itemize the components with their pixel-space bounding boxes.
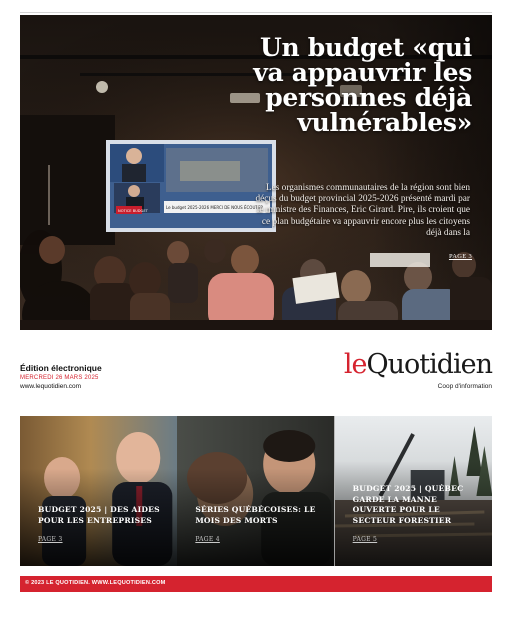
- hero-headline[interactable]: Un budget «qui va appauvrir les personnes déjà vulnérables»: [253, 33, 472, 137]
- card-photo-politicians: [20, 416, 177, 566]
- screen-caption-text: Le budget 2025-2026 MERCI DE NOUS ÉCOUTER: [166, 205, 264, 210]
- hero-summary: Les organismes communautaires de la région sont bien déçus du budget provincial 2025-2026 présenté mardi par le ministre des Finances, Eric Girard. Pire, ils croient que ce plan budgétaire va appauvrir encore plus les citoyens déjà dans la: [255, 183, 470, 238]
- top-divider: [20, 12, 492, 13]
- brand-logo[interactable]: [344, 350, 492, 380]
- footer-bar: [20, 576, 492, 592]
- edition-url[interactable]: www.lequotidien.com: [20, 383, 82, 390]
- screen-banner-text: NOTICE BUDGET: [118, 209, 148, 213]
- edition-date: MERCREDI 26 MARS 2025: [20, 375, 99, 381]
- story-card-forestier[interactable]: [335, 416, 492, 566]
- brand-logo-le: le: [343, 349, 367, 380]
- card-title[interactable]: BUDGET 2025 | QUÉBEC GARDE LA MANNE OUVERTE POUR LE SECTEUR FORESTIER: [352, 484, 464, 525]
- card-page-link[interactable]: PAGE 3: [38, 536, 63, 543]
- footer-copyright[interactable]: © 2023 LE QUOTIDIEN. WWW.LEQUOTIDIEN.COM: [25, 580, 166, 586]
- brand-logo-name: Quotidien: [366, 349, 492, 380]
- edition-info: [20, 363, 102, 390]
- card-title[interactable]: BUDGET 2025 | DES AIDES POUR LES ENTREPRISES: [38, 505, 160, 525]
- story-cards: [20, 416, 492, 566]
- card-page-link[interactable]: PAGE 4: [195, 536, 220, 543]
- card-title[interactable]: SÉRIES QUÉBÉCOISES: LE MOIS DES MORTS: [195, 505, 316, 525]
- card-page-link[interactable]: PAGE 5: [352, 536, 378, 543]
- story-card-entreprises[interactable]: [20, 416, 177, 566]
- brand-block: [344, 350, 492, 390]
- brand-tagline: Coop d'information: [437, 383, 492, 390]
- card-photo-actors: [177, 416, 334, 566]
- hero-story[interactable]: [20, 15, 492, 330]
- edition-title: Édition électronique: [20, 363, 102, 373]
- hero-page-link[interactable]: PAGE 3: [448, 253, 472, 260]
- story-card-series[interactable]: [177, 416, 334, 566]
